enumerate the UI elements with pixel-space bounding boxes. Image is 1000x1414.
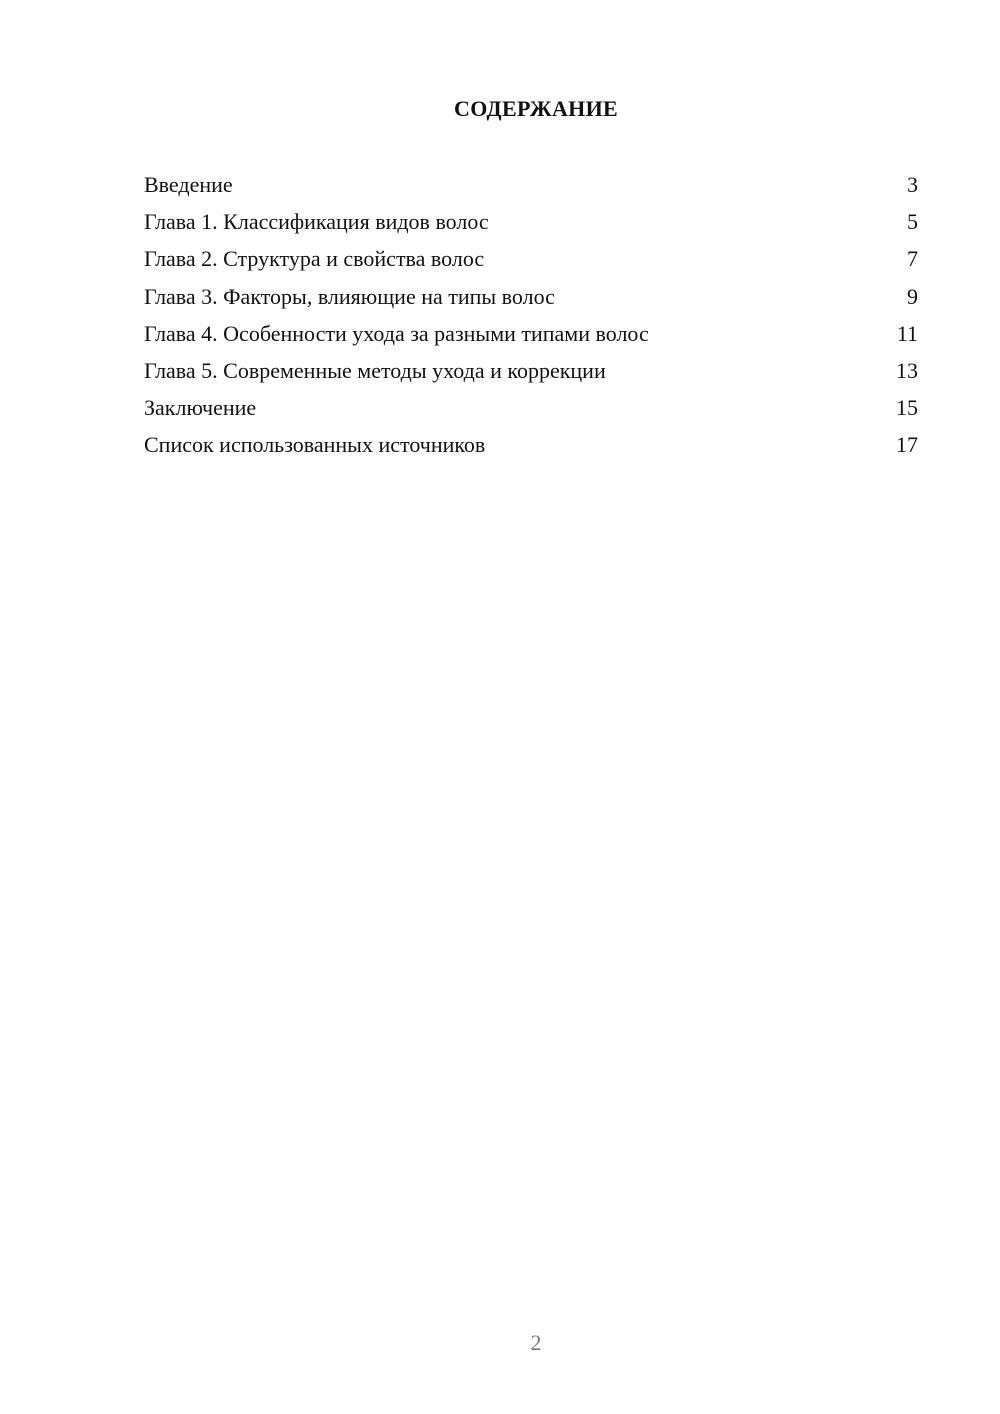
toc-entry-page: 11: [896, 320, 918, 346]
toc-entry-chapter-5: [144, 352, 918, 389]
table-of-contents: [144, 166, 918, 464]
toc-entry-page: 17: [896, 432, 918, 458]
page-title: СОДЕРЖАНИЕ: [454, 96, 618, 121]
toc-entry-chapter-1: [144, 203, 918, 240]
toc-entry-label: Глава 2. Структура и свойства волос: [144, 246, 485, 272]
toc-entry-label: Глава 3. Факторы, влияющие на типы волос: [144, 283, 555, 309]
toc-entry-chapter-3: [144, 278, 918, 315]
toc-entry-page: 5: [907, 209, 918, 235]
toc-entry-references: [144, 426, 918, 463]
toc-entry-label: Глава 5. Современные методы ухода и коррекции: [144, 357, 606, 383]
toc-entry-page: 13: [896, 357, 918, 383]
page-number: 2: [530, 1330, 542, 1355]
toc-entry-page: 7: [907, 246, 918, 272]
toc-entry-page: 15: [896, 395, 918, 421]
toc-entry-label: Введение: [144, 172, 233, 197]
toc-entry-chapter-4: [144, 315, 918, 352]
toc-entry-label: Глава 4. Особенности ухода за разными типами волос: [144, 320, 649, 346]
toc-entry-label: Заключение: [144, 395, 257, 421]
toc-entry-label: Глава 1. Классификация видов волос: [144, 209, 489, 235]
toc-entry-label: Список использованных источников: [144, 432, 486, 458]
toc-entry-page: 9: [907, 283, 918, 309]
toc-entry-conclusion: [144, 389, 918, 426]
toc-entry-introduction: [144, 166, 918, 203]
toc-entry-chapter-2: [144, 240, 918, 277]
toc-entry-page: 3: [907, 172, 918, 197]
